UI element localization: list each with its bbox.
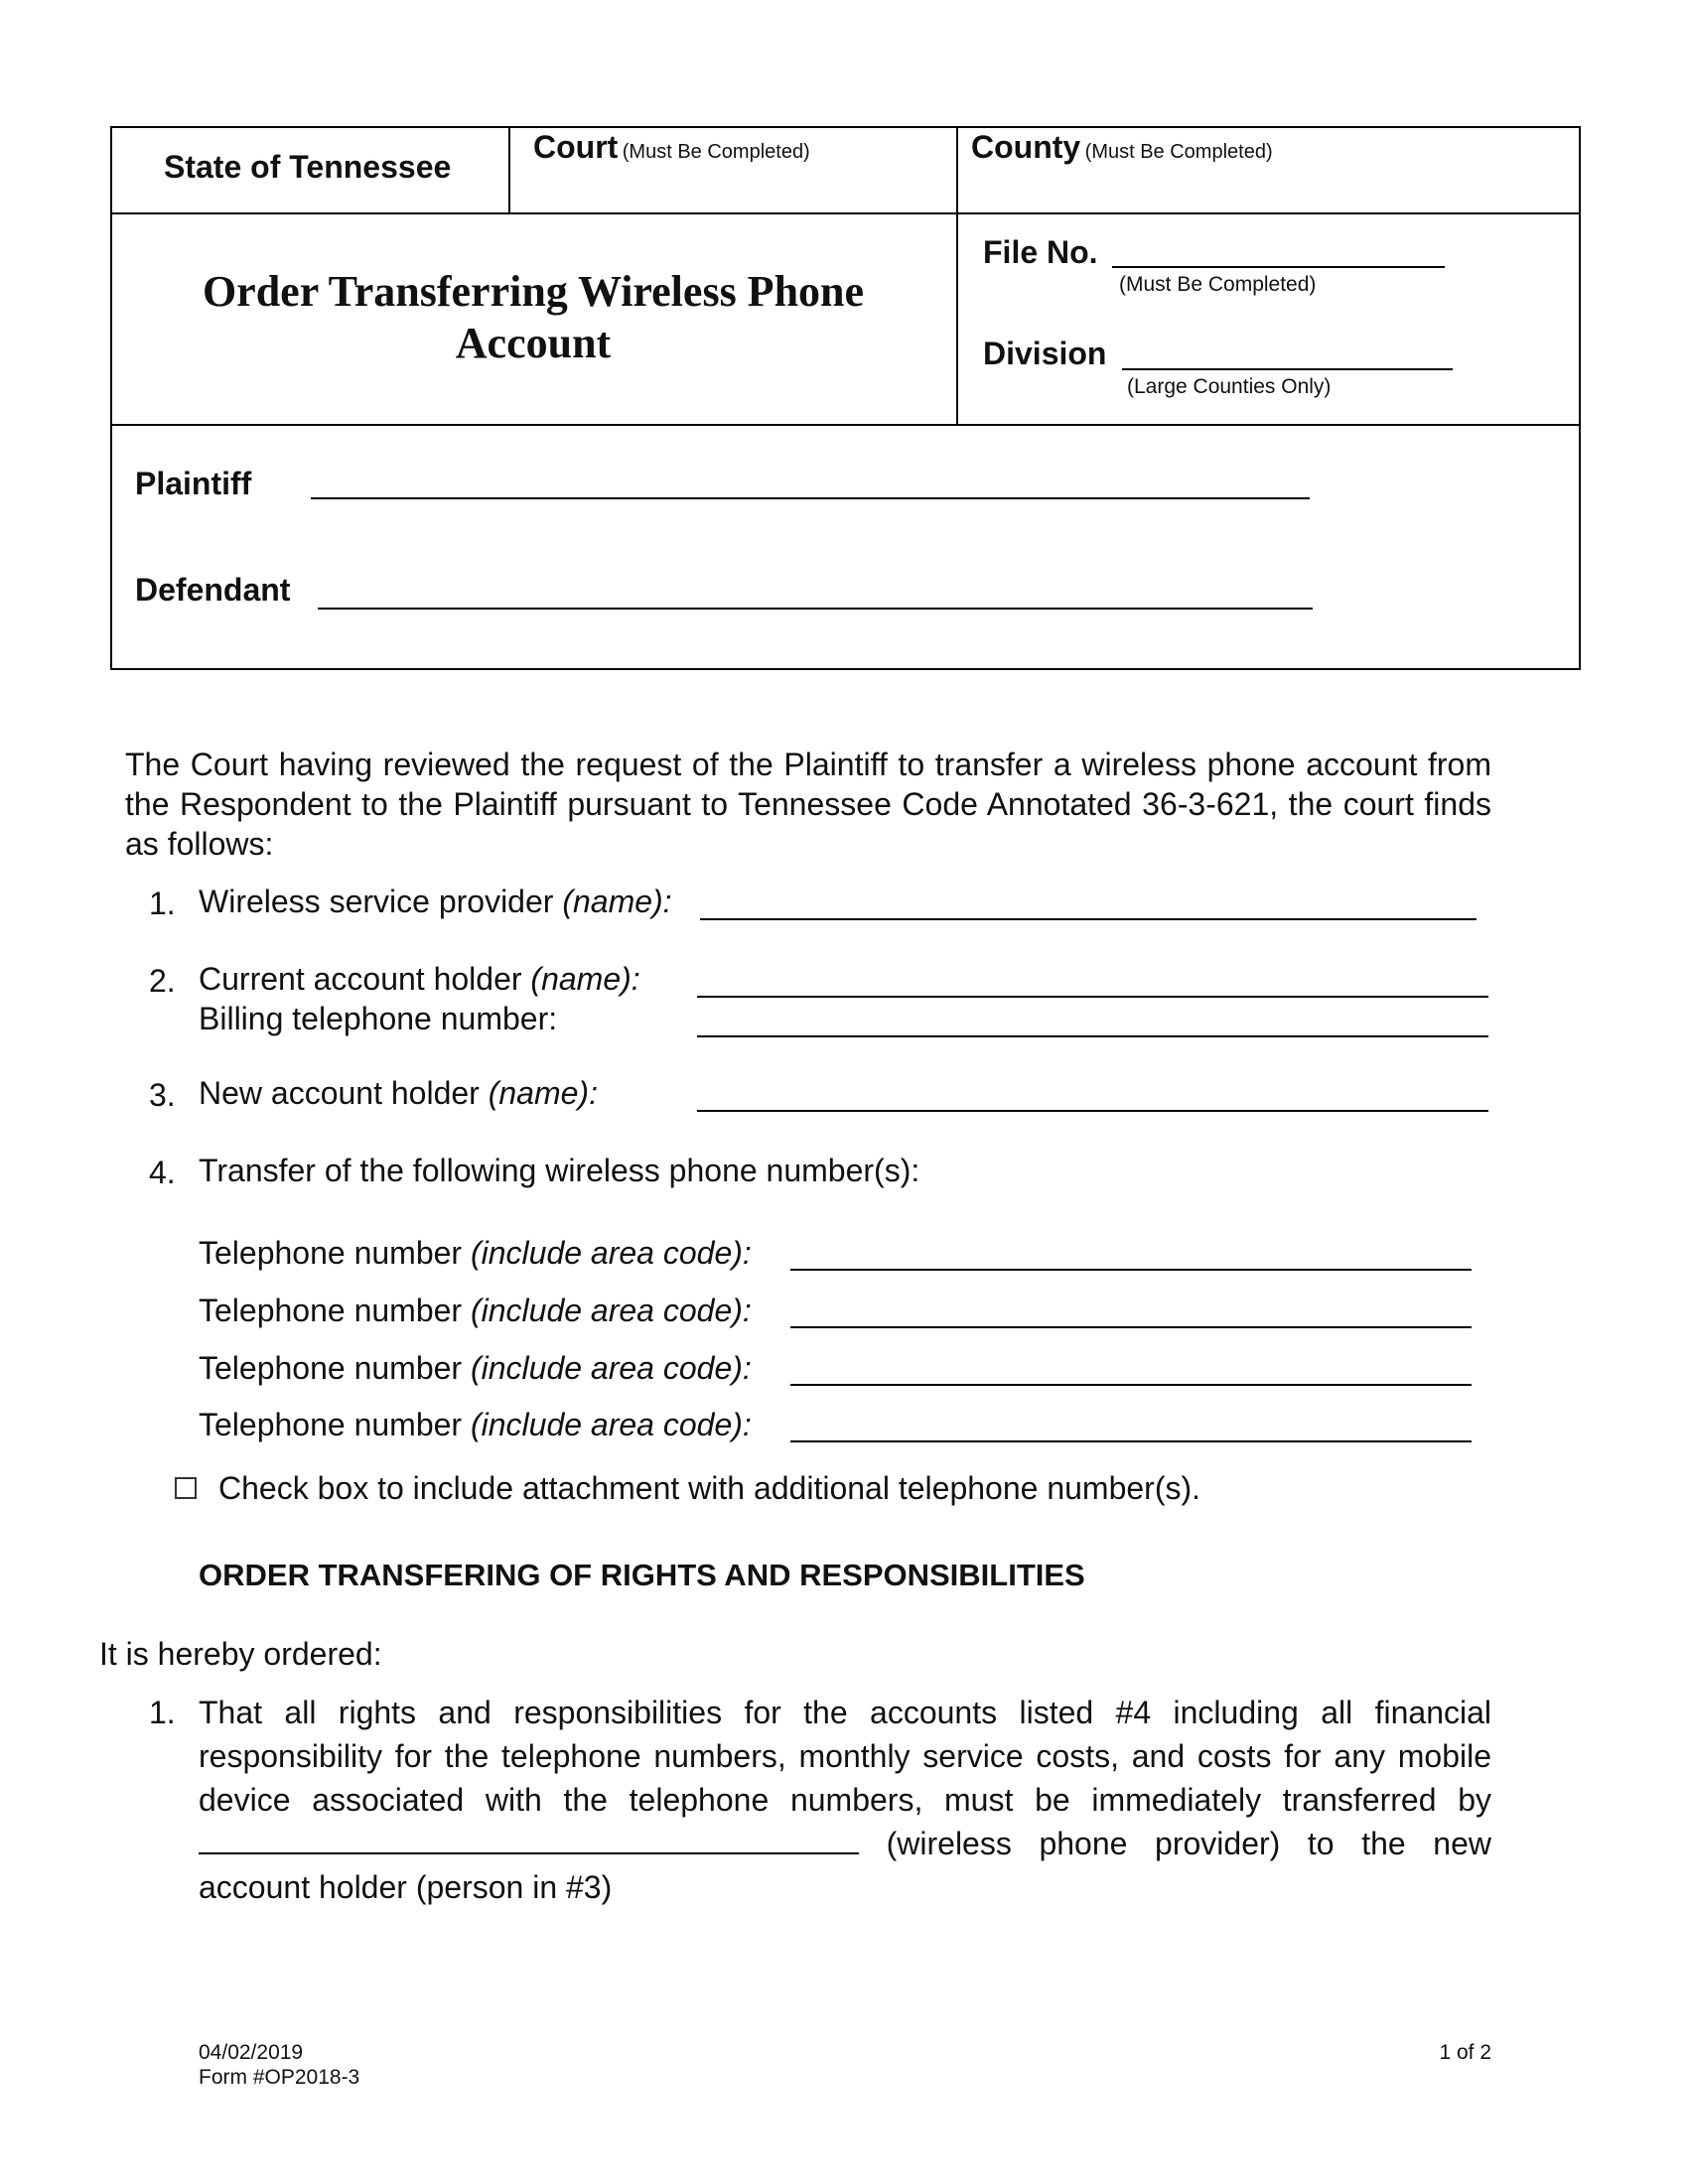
division-label: Division (983, 336, 1107, 371)
telephone-field-1[interactable] (790, 1269, 1472, 1271)
court-field[interactable] (533, 129, 810, 166)
billing-number-field[interactable] (697, 1035, 1488, 1037)
defendant-label: Defendant (135, 572, 291, 608)
item-3-label: New account holder (name): (199, 1075, 598, 1111)
footer-date: 04/02/2019 (199, 2041, 304, 2064)
intro-paragraph: The Court having reviewed the request of the Plaintiff to transfer a wireless phone account from the Respondent to the Plaintiff pursuant to Tennessee Code Annotated 36-3-621, the court finds as follows: (125, 747, 1491, 862)
item-number: 1. (149, 886, 176, 921)
provider-blank[interactable] (199, 1823, 859, 1854)
item-4-label: Transfer of the following wireless phone number(s): (199, 1153, 920, 1188)
file-no-label: File No. (983, 234, 1098, 270)
divider (956, 126, 958, 426)
item-2-label: Current account holder (name): (199, 961, 640, 997)
divider (110, 212, 1581, 214)
telephone-label: Telephone number (include area code): (199, 1235, 752, 1271)
footer-form: Form #OP2018-3 (199, 2066, 360, 2089)
page-number: 1 of 2 (1439, 2041, 1491, 2064)
file-no-note: (Must Be Completed) (1119, 273, 1317, 296)
division-note: (Large Counties Only) (1127, 375, 1332, 398)
wireless-provider-field[interactable] (700, 918, 1477, 920)
telephone-field-4[interactable] (790, 1440, 1472, 1442)
telephone-field-2[interactable] (790, 1326, 1472, 1328)
item-number: 1. (149, 1695, 176, 1730)
division-field[interactable] (1122, 368, 1453, 370)
county-label: County (971, 129, 1081, 165)
item-1-label: Wireless service provider (name): (199, 884, 672, 919)
item-number: 2. (149, 963, 176, 999)
defendant-field[interactable] (318, 608, 1313, 610)
plaintiff-field[interactable] (311, 497, 1310, 499)
plaintiff-label: Plaintiff (135, 466, 252, 501)
telephone-label: Telephone number (include area code): (199, 1350, 752, 1386)
divider (110, 424, 1581, 426)
order-text-b: (wireless phone provider) to the new account holder (person in #3) (199, 1826, 1492, 1905)
current-holder-field[interactable] (697, 996, 1488, 998)
telephone-field-3[interactable] (790, 1384, 1472, 1386)
telephone-label: Telephone number (include area code): (199, 1293, 752, 1328)
file-no-field[interactable] (1112, 266, 1445, 268)
new-holder-field[interactable] (697, 1110, 1488, 1112)
billing-number-label: Billing telephone number: (199, 1001, 558, 1036)
telephone-label: Telephone number (include area code): (199, 1407, 752, 1442)
page-title (110, 266, 956, 369)
court-note: (Must Be Completed) (622, 141, 810, 163)
court-label: Court (533, 129, 619, 165)
county-note: (Must Be Completed) (1084, 141, 1273, 163)
caption-box (110, 126, 1581, 670)
county-field[interactable] (971, 129, 1273, 166)
attachment-checkbox[interactable] (175, 1477, 197, 1499)
order-text-a: That all rights and responsibilities for the accounts listed #4 including all financial responsibility for the telephone numbers, monthly service costs, and costs for any mobile device associated with the telephone numbers, must be immediately transferred by (199, 1695, 1491, 1818)
checkbox-label: Check box to include attachment with additional telephone number(s). (218, 1470, 1201, 1506)
ordered-text: It is hereby ordered: (99, 1636, 382, 1672)
item-number: 3. (149, 1077, 176, 1113)
title-line-1: Order Transferring Wireless Phone (202, 267, 865, 316)
state-name: State of Tennessee (164, 149, 452, 185)
title-line-2: Account (455, 319, 612, 367)
order-heading: ORDER TRANSFERING OF RIGHTS AND RESPONSIBILITIES (199, 1558, 1085, 1592)
item-number: 4. (149, 1155, 176, 1190)
order-item-1 (199, 1691, 1491, 1909)
divider (508, 126, 510, 213)
footer-info (199, 2040, 359, 2090)
